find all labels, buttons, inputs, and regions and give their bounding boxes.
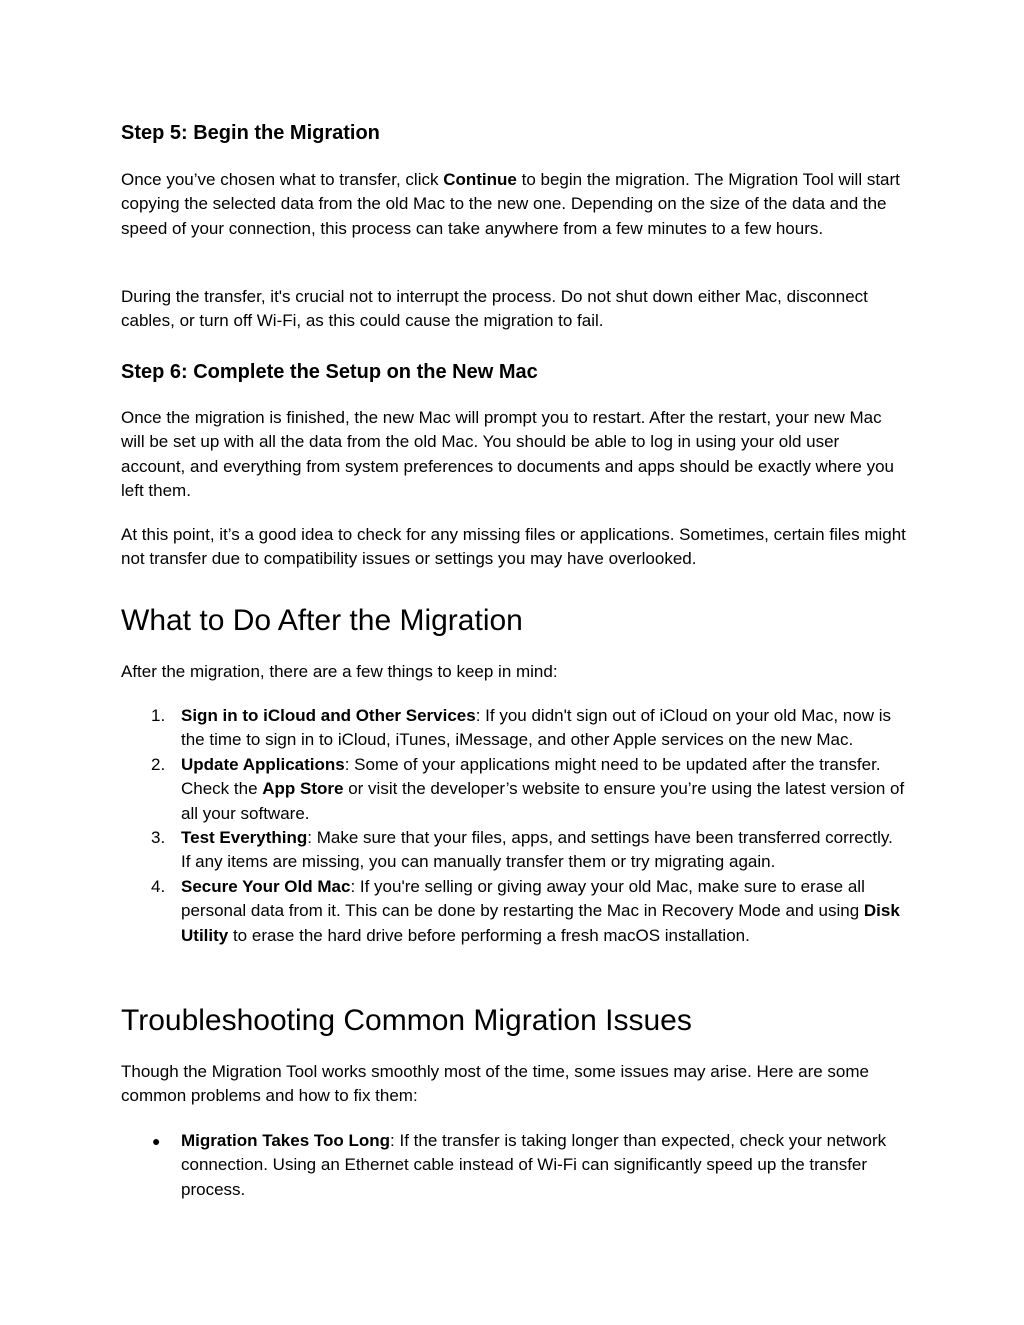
- list-item: [121, 753, 906, 826]
- list-marker: 2.: [151, 754, 166, 774]
- disk-utility-bold-term: Disk Utility: [181, 901, 900, 945]
- continue-bold-term: Continue: [443, 170, 517, 189]
- list-marker: 3.: [151, 828, 166, 848]
- list-item-text-continued: or visit the developer’s website to ensure you’re using the latest version of all your software.: [181, 779, 905, 823]
- list-item: [121, 1129, 906, 1202]
- list-item-text: : Make sure that your files, apps, and settings have been transferred correctly. If any items are missing, you can manually transfer them or try migrating again.: [181, 828, 893, 872]
- step5-p1-text-before: Once you’ve chosen what to transfer, click: [121, 170, 444, 189]
- step6-paragraph-2: At this point, it’s a good idea to check for any missing files or applications. Sometimes, certain files might not transfer due to compatibility issues or settings you may have overlooked.: [121, 525, 906, 569]
- list-item-title: Sign in to iCloud and Other Services: [181, 706, 476, 725]
- list-item: [121, 704, 906, 753]
- after-migration-heading: What to Do After the Migration: [121, 604, 523, 637]
- list-item-title: Update Applications: [181, 754, 345, 774]
- after-migration-list: [121, 704, 906, 948]
- list-item-text: : If you didn't sign out of iCloud on your old Mac, now is the time to sign in to iCloud, iTunes, iMessage, and other Apple services on the new Mac.: [181, 706, 891, 750]
- step6-paragraph-1: Once the migration is finished, the new Mac will prompt you to restart. After the restart, your new Mac will be set up with all the data from the old Mac. You should be able to log in using your old user account, and everything from system preferences to documents and apps should be exactly where you left them.: [121, 408, 894, 501]
- list-marker: 1.: [151, 706, 166, 725]
- list-item-title: Secure Your Old Mac: [181, 876, 351, 896]
- list-item-title: Migration Takes Too Long: [181, 1131, 391, 1150]
- troubleshooting-intro: Though the Migration Tool works smoothly most of the time, some issues may arise. Here are some common problems and how to fix them:: [121, 1062, 869, 1106]
- troubleshooting-heading: Troubleshooting Common Migration Issues: [121, 1004, 692, 1037]
- step5-paragraph-2: During the transfer, it's crucial not to interrupt the process. Do not shut down either Mac, disconnect cables, or turn off Wi-Fi, as this could cause the migration to fail.: [121, 287, 868, 331]
- list-item-text: : Some of your applications might need to be updated after the transfer. Check the: [181, 754, 881, 799]
- step5-p1-text-after: to begin the migration. The Migration Tool will start copying the selected data from the old Mac to the new one. Depending on the size of the data and the speed of your connection, this process can take anywhere from a few minutes to a few hours.: [121, 170, 900, 238]
- app-store-bold-term: App Store: [262, 779, 344, 799]
- troubleshooting-list: [121, 1129, 906, 1202]
- list-item-text: : If you're selling or giving away your old Mac, make sure to erase all personal data from it. This can be done by restarting the Mac in Recovery Mode and using: [181, 876, 865, 921]
- list-item-text: : If the transfer is taking longer than expected, check your network connection. Using an Ethernet cable instead of Wi-Fi can significantly speed up the transfer process.: [181, 1131, 887, 1199]
- bullet-icon: ●: [152, 1133, 161, 1149]
- list-item-title: Test Everything: [181, 828, 308, 848]
- step6-heading: Step 6: Complete the Setup on the New Mac: [121, 361, 538, 383]
- step5-paragraph-1: [121, 168, 906, 241]
- list-item: [121, 875, 906, 948]
- list-item-text-continued: to erase the hard drive before performing a fresh macOS installation.: [228, 925, 750, 945]
- list-item: [121, 826, 906, 875]
- step5-heading: Step 5: Begin the Migration: [121, 122, 380, 144]
- after-migration-intro: After the migration, there are a few things to keep in mind:: [121, 662, 558, 681]
- list-marker: 4.: [151, 876, 166, 896]
